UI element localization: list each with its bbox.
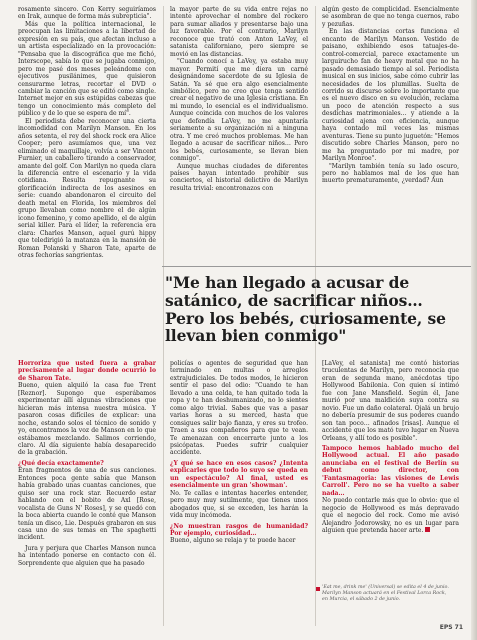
paragraph: Más que la política internacional, le preocupan las limitaciones a la libertad de expresión en su país, que afectan incluso a un artista especializado en la provocación: "Pensaba que la discográfica que me fichó, Interscope, sabía lo que se jugaba conmigo, pero me pasé dos meses peleándome con ejecutivos pusilánimes, que quisieron censurarme letras, recortar el DVD o cambiar la canción que se editó como single. Internet mejor en sus estúpidas cabezas que tengo un conocimiento más completo del público y de lo que se espera de mí".	[18, 20, 156, 118]
pull-quote-rule	[162, 266, 477, 267]
paragraph: Jura y perjura que Charles Manson nunca ha intentado ponerse en contacto con él. Sorprendente que alguien que ha pasado	[18, 544, 156, 567]
pull-quote	[165, 274, 465, 352]
end-mark-icon	[425, 527, 430, 532]
column-2-top	[170, 6, 308, 192]
interview-question: ¿No muestran rasgos de humanidad? Por ejemplo, curiosidad…	[170, 522, 308, 537]
column-1-bottom	[18, 360, 156, 567]
interview-answer	[322, 497, 459, 534]
paragraph: la mayor parte de su vida entre rejas no intente aprovechar el nombre del rockero para sumar aliados y presentarse bajo una luz favorable. Por el contrario, Marilyn reconoce que trató con Anton LaVey, el satanista californiano, pero siempre se movió en las distancias.	[170, 6, 308, 58]
paragraph: "Marilyn también tenía su lado oscuro, pero no hablamos mal de los que han muerto prematuramente, ¿verdad? Aun	[322, 162, 459, 185]
interview-answer: Eran fragmentos de una de sus canciones. Entonces poca gente sabía que Manson había grabado unas cuantas canciones, que quiso ser una rock star. Recuerdo estar hablando con el bobito de Axl [Rose, vocalista de Guns N' Roses], y se quedó con la boca abierta cuando le conté que Manson tenía un disco, Lie. Después grabaron en sus casa uno de sus temas en The spaghetti incident.	[18, 467, 156, 542]
interview-answer: Bueno, alguno se relaja y te puede hacer	[170, 537, 296, 545]
page-edge-shadow	[471, 0, 477, 640]
interview-question: Horroriza que usted fuera a grabar precisamente al lugar donde ocurrió lo de Sharon Tate.	[18, 360, 156, 382]
interview-answer: policías o agentes de seguridad que han terminado en multas o arreglos extrajudiciales. De todos modos, le hicieron sentir el paso del odio: "Cuando te han llevado a una celda, te han quitado toda la ropa y te han deshumanizado, no lo sientes como algo trivial. Sabes que vas a pasar varias horas a su merced, hasta que consigues salir bajo fianza, y eres su trofeo. Traen a sus compañeros para que te vean. Te amenazan con encerrarte junto a los psicópatas. Puedes sufrir cualquier accidente.	[170, 360, 308, 457]
column-3-top	[322, 6, 459, 185]
interview-answer: No. Te callas e intentas hacerles entender, pero muy muy sutilmente, que tienes unos abogados que, si se exceden, les harán la vida muy incómoda.	[170, 489, 308, 520]
paragraph: algún gesto de complicidad. Esencialmente se asombran de que no tenga cuernos, rabo y pezuñas.	[322, 6, 459, 28]
column-3-bottom	[322, 360, 459, 534]
interview-question: ¿Y qué se hace en esos casos? ¿Intenta explicarles que todo lo suyo se queda en un espectáculo? Al final, usted es esencialmente un gran 'showman'.	[170, 459, 308, 490]
paragraph: El periodista debe reconocer una cierta incomodidad con Marilyn Manson. En los años setenta, el rey del shock rock era Alice Cooper; pero asumíamos que, una vez eliminado el maquillaje, volvía a ser Vincent Furnier, un caballero tirando a conservador, amante del golf. Con Marilyn no queda clara la diferencia entre el escenario y la vida cotidiana. Resulta repugnante su glorificación indirecta de los asesinos en serie: cuando abandonaron el circuito del death metal en Florida, los miembros del grupo llevaban como nombre el de algún icono femenino, y como apellido, el de algún serial killer. Para el líder, la referencia era clara: Charles Manson, aquel gurú hippy que teledirigió la matanza en la mansión de Roman Polanski y Sharon Tate, aparte de otras fechorías sangrientas.	[18, 117, 156, 259]
paragraph: "Cuando conocí a LaVey, ya estaba muy mayor. Permití que me diera un carné designándome sacerdote de su Iglesia de Satán. Ya sé que era algo esencialmente simbólico, pero no creo que tenga sentido crear el negativo de una Iglesia cristiana. En mi mundo, lo esencial es el individualismo. Aunque coincida con muchos de los valores que defendía LaVey, no me apuntaría seriamente a su organización ni a ninguna otra. Y me creó muchos problemas. Me han llegado a acusar de sacrificar niños… Pero los bebés, curiosamente, se llevan bien conmigo".	[170, 58, 308, 163]
album-caption: 'Eat me, drink me' (Universal) se edita el 4 de junio. Marilyn Manson actuará en el Festival Lorca Rock, en Murcia, el sábado 2 de junio.	[322, 585, 449, 602]
column-divider	[163, 6, 164, 626]
paragraph: Aunque muchas ciudades de diferentes países hayan intentado prohibir sus conciertos, el historial delictivo de Marilyn resulta trivial: encontronazos con	[170, 162, 308, 192]
answer-text: No puedo contarle más que lo obvio: que el negocio de Hollywood es más depravado que el negocio del rock. Como me avisó Alejandro Jodorowsky, no es un lugar para alguien que pretenda hacer arte.	[322, 497, 459, 534]
paragraph: rosamente sincero. Con Kerry seguiríamos en Irak, aunque de forma más subrepticia".	[18, 6, 156, 21]
paragraph: En las distancias cortas funciona el encanto de Marilyn Manson. Vestido de paisano, exhibiendo esos tatuajes-de-control-comercial, parece exactamente un larguirucho fan de heavy metal que no ha pasado demasiado tiempo al sol. Periodista musical en sus inicios, sabe cómo cubrir las necesidades de los plumillas. Suelta de corrido su discurso sobre lo importante que es el nuevo disco en su evolución, reclama un poco de atención respecto a sus desdichas matrimoniales… y atiende a la curiosidad ajena con eficiencia, aunque haya contado mil veces las mismas aventuras. Tiene su punto juguetón: "Hemos discutido sobre Charles Manson, pero no me ha preguntado por mi madre, por Marilyn Monroe".	[322, 28, 459, 163]
interview-answer: Bueno, quien alquiló la casa fue Trent [Reznor]. Supongo que esperábamos experimentar allí algunas vibraciones que hicieran más intensa nuestra música. Y pasaron cosas difíciles de explicar: una noche, estando solos el técnico de sonido y yo, encontramos la voz de Manson en lo que estábamos mezclando. Salimos corriendo, claro. Al día siguiente había desaparecido de la grabación.	[18, 382, 156, 457]
column-1-top	[18, 6, 156, 259]
caption-bullet-icon	[316, 587, 320, 591]
column-2-bottom	[170, 360, 308, 545]
interview-question: Tampoco hemos hablado mucho del Hollywood actual. El año pasado anunciaba en el festival de Berlín su debut como director, con 'Fantasmagoria: las visiones de Lewis Carroll'. Pero no se ha vuelto a saber nada…	[322, 444, 459, 497]
page-number: EPS 71	[439, 624, 463, 631]
interview-question: ¿Qué decía exactamente?	[18, 459, 104, 467]
pull-quote-text: "Me han llegado a acusar de satánico, de sacrificar niños… Pero los bebés, curiosamente, se llevan bien conmigo"	[165, 273, 446, 346]
interview-answer: [LaVey, el satanista] me contó historias truculentas de Marilyn, pero reconocía que eran de segunda mano, anécdotas tipo Hollywood Babilonia. Con quien sí intimó fue con Jane Mansfield. Según él, Jane murió por una maldición suya contra su novio. Fue un daño colateral. Ojalá un brujo no debería presumir de sus poderes cuando son tan poco… afinados [risas]. Aunque el accidente que los mató tuvo lugar en Nueva Orleans, y allí todo es posible".	[322, 360, 459, 442]
